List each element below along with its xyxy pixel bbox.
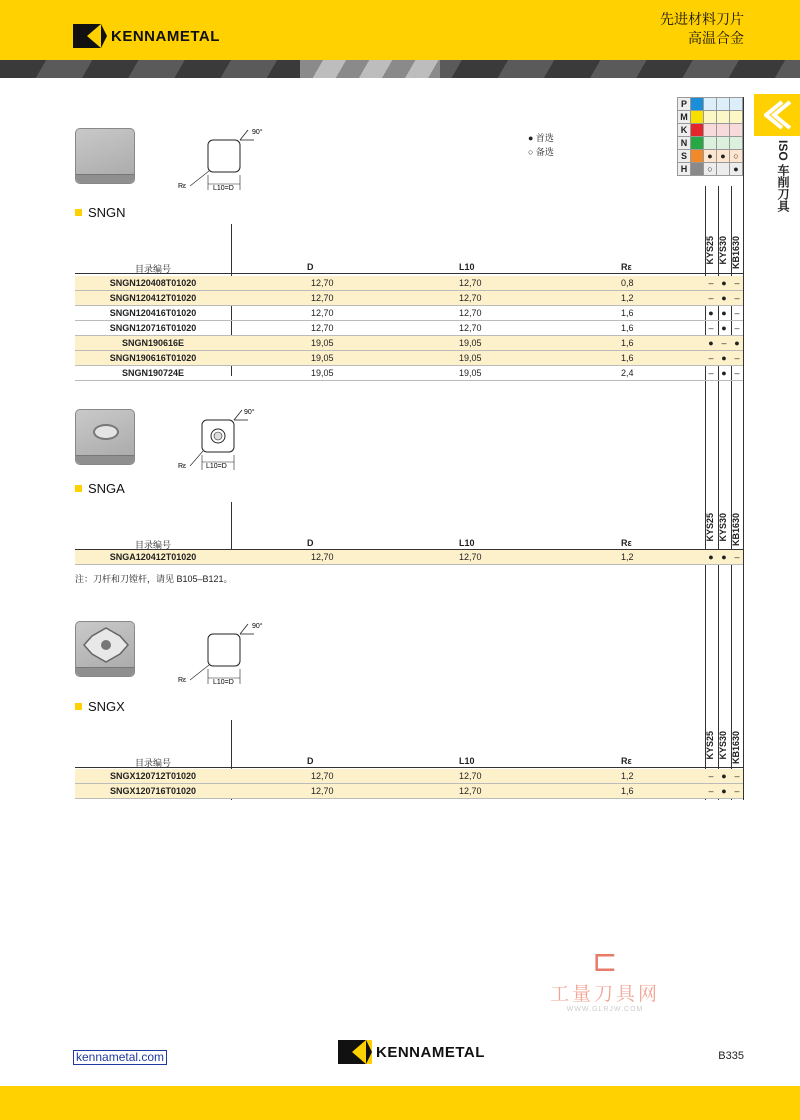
col-re: Rε (621, 262, 632, 272)
legend-letter: P (678, 98, 691, 111)
key-preferred: ● 首选 (528, 133, 554, 143)
legend-color-swatch (691, 150, 704, 163)
grade-availability: – (708, 278, 714, 288)
radius-value: 0,8 (621, 278, 634, 288)
diameter-value: 12,70 (311, 323, 334, 333)
kennametal-k-icon (73, 24, 107, 48)
radius-value: 1,6 (621, 353, 634, 363)
table-row (75, 784, 743, 799)
watermark-text: 工量刀具网 (549, 984, 660, 1005)
grade-availability: ● (721, 368, 727, 378)
table-row (75, 321, 743, 336)
legend-row (678, 137, 743, 150)
key-alternate: ○ 备选 (528, 147, 554, 157)
insert-sketch-sngn (176, 126, 266, 196)
radius-value: 2,4 (621, 368, 634, 378)
grade-availability: ● (721, 323, 727, 333)
grade-availability: ● (708, 308, 714, 318)
page-title-line1: 先进材料刀片 (660, 11, 744, 27)
insert-photo-snga (75, 409, 135, 465)
grade-label-kys25: KYS25 (705, 236, 715, 265)
legend-mark (730, 98, 743, 111)
table-row (75, 306, 743, 321)
brand-name: KENNAMETAL (111, 27, 220, 45)
footer-bar (0, 1086, 800, 1120)
legend-mark: ● (704, 150, 717, 163)
grade-availability: ● (708, 338, 714, 348)
symbol-key (528, 131, 554, 159)
table-row (75, 351, 743, 366)
legend-mark (717, 124, 730, 137)
svg-text:90°: 90° (244, 409, 255, 416)
grade-availability: ● (721, 278, 727, 288)
legend-mark (717, 137, 730, 150)
catalog-number: SNGN190724E (121, 368, 185, 378)
legend-mark: ● (717, 150, 730, 163)
insert-sketch-snga (176, 406, 266, 476)
diameter-value: 19,05 (311, 338, 334, 348)
length-value: 19,05 (459, 368, 482, 378)
grade-availability: – (721, 338, 727, 348)
legend-letter: S (678, 150, 691, 163)
length-value: 12,70 (459, 308, 482, 318)
legend-row (678, 98, 743, 111)
table-row (75, 276, 743, 291)
grade-availability: – (708, 368, 714, 378)
grade-availability: – (734, 771, 740, 781)
grade-label-kb1630: KB1630 (731, 731, 741, 765)
kennametal-k-icon (338, 1040, 372, 1064)
table-row (75, 366, 743, 381)
length-value: 12,70 (459, 293, 482, 303)
svg-text:L10=D: L10=D (213, 679, 234, 686)
radius-value: 1,2 (621, 771, 634, 781)
legend-mark (717, 111, 730, 124)
section-tab[interactable] (754, 94, 800, 136)
grade-label-kys30: KYS30 (718, 731, 728, 760)
radius-value: 1,2 (621, 552, 634, 562)
page-header (0, 0, 800, 60)
table-row (75, 769, 743, 784)
grade-availability: – (734, 278, 740, 288)
footer-logo (338, 1040, 485, 1064)
diameter-value: 12,70 (311, 308, 334, 318)
sketch-radius-label: Rε (178, 183, 187, 190)
legend-row (678, 111, 743, 124)
table-row (75, 550, 743, 565)
length-value: 12,70 (459, 278, 482, 288)
catalog-number: SNGN190616T01020 (109, 353, 197, 363)
grade-availability: ● (721, 771, 727, 781)
grade-availability: – (708, 353, 714, 363)
legend-color-swatch (691, 137, 704, 150)
table-row (75, 336, 743, 351)
insert-photo-sngx (75, 621, 135, 677)
legend-mark (704, 98, 717, 111)
watermark-logo-icon: ⊏ (592, 945, 618, 978)
grade-availability: – (734, 368, 740, 378)
grade-availability: ● (734, 338, 740, 348)
grade-availability: – (734, 308, 740, 318)
grade-availability: ● (721, 786, 727, 796)
footer-brand: KENNAMETAL (376, 1043, 485, 1061)
grade-availability: – (708, 771, 714, 781)
legend-row (678, 124, 743, 137)
diameter-value: 12,70 (311, 293, 334, 303)
grade-availability: – (708, 786, 714, 796)
radius-value: 1,6 (621, 338, 634, 348)
grade-divider-4 (743, 97, 744, 800)
grade-availability: ● (721, 308, 727, 318)
diameter-value: 12,70 (311, 786, 334, 796)
legend-mark: ○ (730, 150, 743, 163)
legend-color-swatch (691, 98, 704, 111)
radius-value: 1,2 (621, 293, 634, 303)
svg-text:L10=D: L10=D (206, 463, 227, 470)
header-stripe (0, 60, 800, 78)
page-title-line2: 高温合金 (688, 30, 744, 46)
length-value: 19,05 (459, 353, 482, 363)
section-title-snga: SNGA (75, 481, 125, 496)
grade-availability: – (708, 323, 714, 333)
col-d: D (307, 262, 314, 272)
legend-row (678, 163, 743, 176)
svg-text:Rε: Rε (178, 463, 187, 470)
page-title (660, 10, 744, 48)
grade-availability: – (734, 293, 740, 303)
table-header-sngn (75, 262, 743, 274)
catalog-number: SNGX120716T01020 (109, 786, 197, 796)
diameter-value: 12,70 (311, 278, 334, 288)
svg-text:Rε: Rε (178, 677, 187, 684)
grade-availability: ● (721, 293, 727, 303)
catalog-number: SNGX120712T01020 (109, 771, 197, 781)
legend-mark: ○ (704, 163, 717, 176)
col-l10: L10 (459, 262, 475, 272)
grade-availability: – (734, 552, 740, 562)
grade-availability: ● (721, 353, 727, 363)
catalog-number: SNGN190616E (121, 338, 185, 348)
grade-availability: – (734, 353, 740, 363)
diameter-value: 12,70 (311, 771, 334, 781)
legend-mark (704, 137, 717, 150)
legend-color-swatch (691, 124, 704, 137)
grade-label-kys30: KYS30 (718, 236, 728, 265)
catalog-number: SNGN120408T01020 (109, 278, 197, 288)
length-value: 12,70 (459, 552, 482, 562)
radius-value: 1,6 (621, 308, 634, 318)
insert-sketch-sngx (176, 620, 266, 690)
legend-color-swatch (691, 163, 704, 176)
table-header-sngx: 目录编号 D L10 Rε (75, 756, 743, 768)
table-row (75, 291, 743, 306)
grade-availability: – (734, 323, 740, 333)
material-legend (677, 97, 743, 176)
insert-photo-sngn (75, 128, 135, 184)
watermark-url: WWW.GLRJW.COM (566, 1006, 644, 1013)
grade-label-kys30: KYS30 (718, 513, 728, 542)
sketch-dim-label: L10=D (213, 185, 234, 192)
chevron-left-icon (764, 100, 794, 130)
length-value: 12,70 (459, 323, 482, 333)
grade-label-kb1630: KB1630 (731, 236, 741, 270)
catalog-number: SNGN120716T01020 (109, 323, 197, 333)
table-header-snga: 目录编号 D L10 Rε (75, 538, 743, 550)
catalog-number: SNGN120416T01020 (109, 308, 197, 318)
section-title-sngn: SNGN (75, 205, 126, 220)
grade-availability: – (734, 786, 740, 796)
diameter-value: 19,05 (311, 368, 334, 378)
legend-letter: M (678, 111, 691, 124)
legend-row (678, 150, 743, 163)
legend-letter: K (678, 124, 691, 137)
legend-letter: H (678, 163, 691, 176)
legend-color-swatch (691, 111, 704, 124)
diameter-value: 12,70 (311, 552, 334, 562)
diameter-value: 19,05 (311, 353, 334, 363)
grade-availability: ● (708, 552, 714, 562)
side-tab-label: ISO 车削刀具 (776, 140, 790, 213)
grade-availability: – (708, 293, 714, 303)
catalog-number: SNGA120412T01020 (109, 552, 197, 562)
section-title-sngx: SNGX (75, 699, 125, 714)
length-value: 12,70 (459, 771, 482, 781)
page-number: B335 (718, 1050, 744, 1062)
footer-link[interactable]: kennametal.com (73, 1050, 167, 1065)
grade-label-kys25: KYS25 (705, 731, 715, 760)
legend-mark: ● (730, 163, 743, 176)
grade-availability: ● (721, 552, 727, 562)
catalog-number: SNGN120412T01020 (109, 293, 197, 303)
legend-mark (730, 137, 743, 150)
legend-mark (704, 111, 717, 124)
kennametal-logo (73, 24, 220, 48)
legend-mark (717, 98, 730, 111)
length-value: 12,70 (459, 786, 482, 796)
length-value: 19,05 (459, 338, 482, 348)
grade-label-kb1630: KB1630 (731, 513, 741, 547)
sketch-angle-label: 90° (252, 129, 263, 136)
legend-mark (704, 124, 717, 137)
legend-mark (730, 111, 743, 124)
watermark (540, 944, 670, 1013)
grade-label-kys25: KYS25 (705, 513, 715, 542)
svg-text:90°: 90° (252, 623, 263, 630)
legend-mark (717, 163, 730, 176)
radius-value: 1,6 (621, 323, 634, 333)
col-code: 目录编号 (135, 264, 172, 274)
note-text: 注：刀杆和刀镗杆，请见 B105–B121。 (75, 574, 233, 584)
legend-letter: N (678, 137, 691, 150)
legend-mark (730, 124, 743, 137)
radius-value: 1,6 (621, 786, 634, 796)
